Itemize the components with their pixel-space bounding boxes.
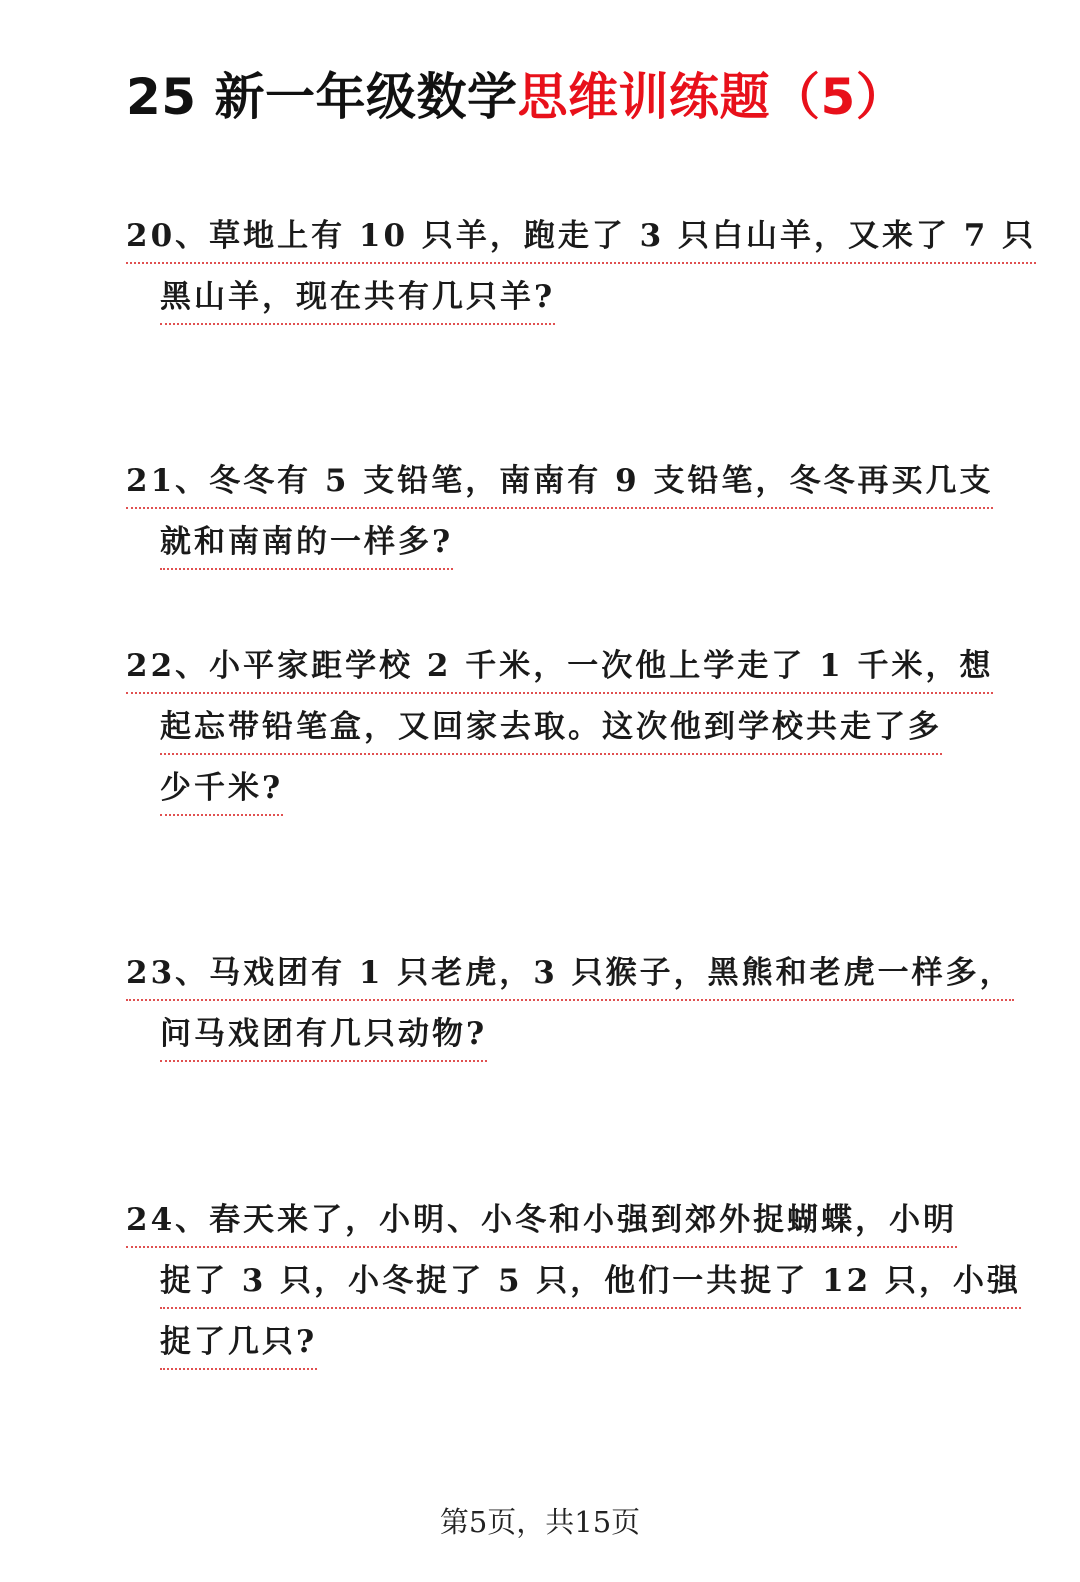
question-line: 24、春天来了，小明、小冬和小强到郊外捉蝴蝶，小明 xyxy=(126,1196,957,1248)
title-grade-text: 25 新一年级数学 xyxy=(126,68,518,126)
page-title xyxy=(126,62,906,132)
question-line: 21、冬冬有 5 支铅笔，南南有 9 支铅笔，冬冬再买几支 xyxy=(126,457,993,509)
page-number: 第5页，共15页 xyxy=(439,1505,641,1539)
question-line: 捉了 3 只，小冬捉了 5 只，他们一共捉了 12 只，小强 xyxy=(160,1257,1021,1309)
question-line: 起忘带铅笔盒，又回家去取。这次他到学校共走了多 xyxy=(160,703,942,755)
question-line: 问马戏团有几只动物? xyxy=(160,1010,487,1062)
question-line: 20、草地上有 10 只羊，跑走了 3 只白山羊，又来了 7 只 xyxy=(126,212,1036,264)
question-line: 捉了几只? xyxy=(160,1318,317,1370)
question-line: 少千米? xyxy=(160,764,283,816)
question-line: 黑山羊，现在共有几只羊? xyxy=(160,273,555,325)
question-line: 22、小平家距学校 2 千米，一次他上学走了 1 千米，想 xyxy=(126,642,993,694)
title-topic-text: 思维训练题（5） xyxy=(517,68,907,126)
question-line: 就和南南的一样多? xyxy=(160,518,453,570)
question-line: 23、马戏团有 1 只老虎，3 只猴子，黑熊和老虎一样多， xyxy=(126,949,1014,1001)
